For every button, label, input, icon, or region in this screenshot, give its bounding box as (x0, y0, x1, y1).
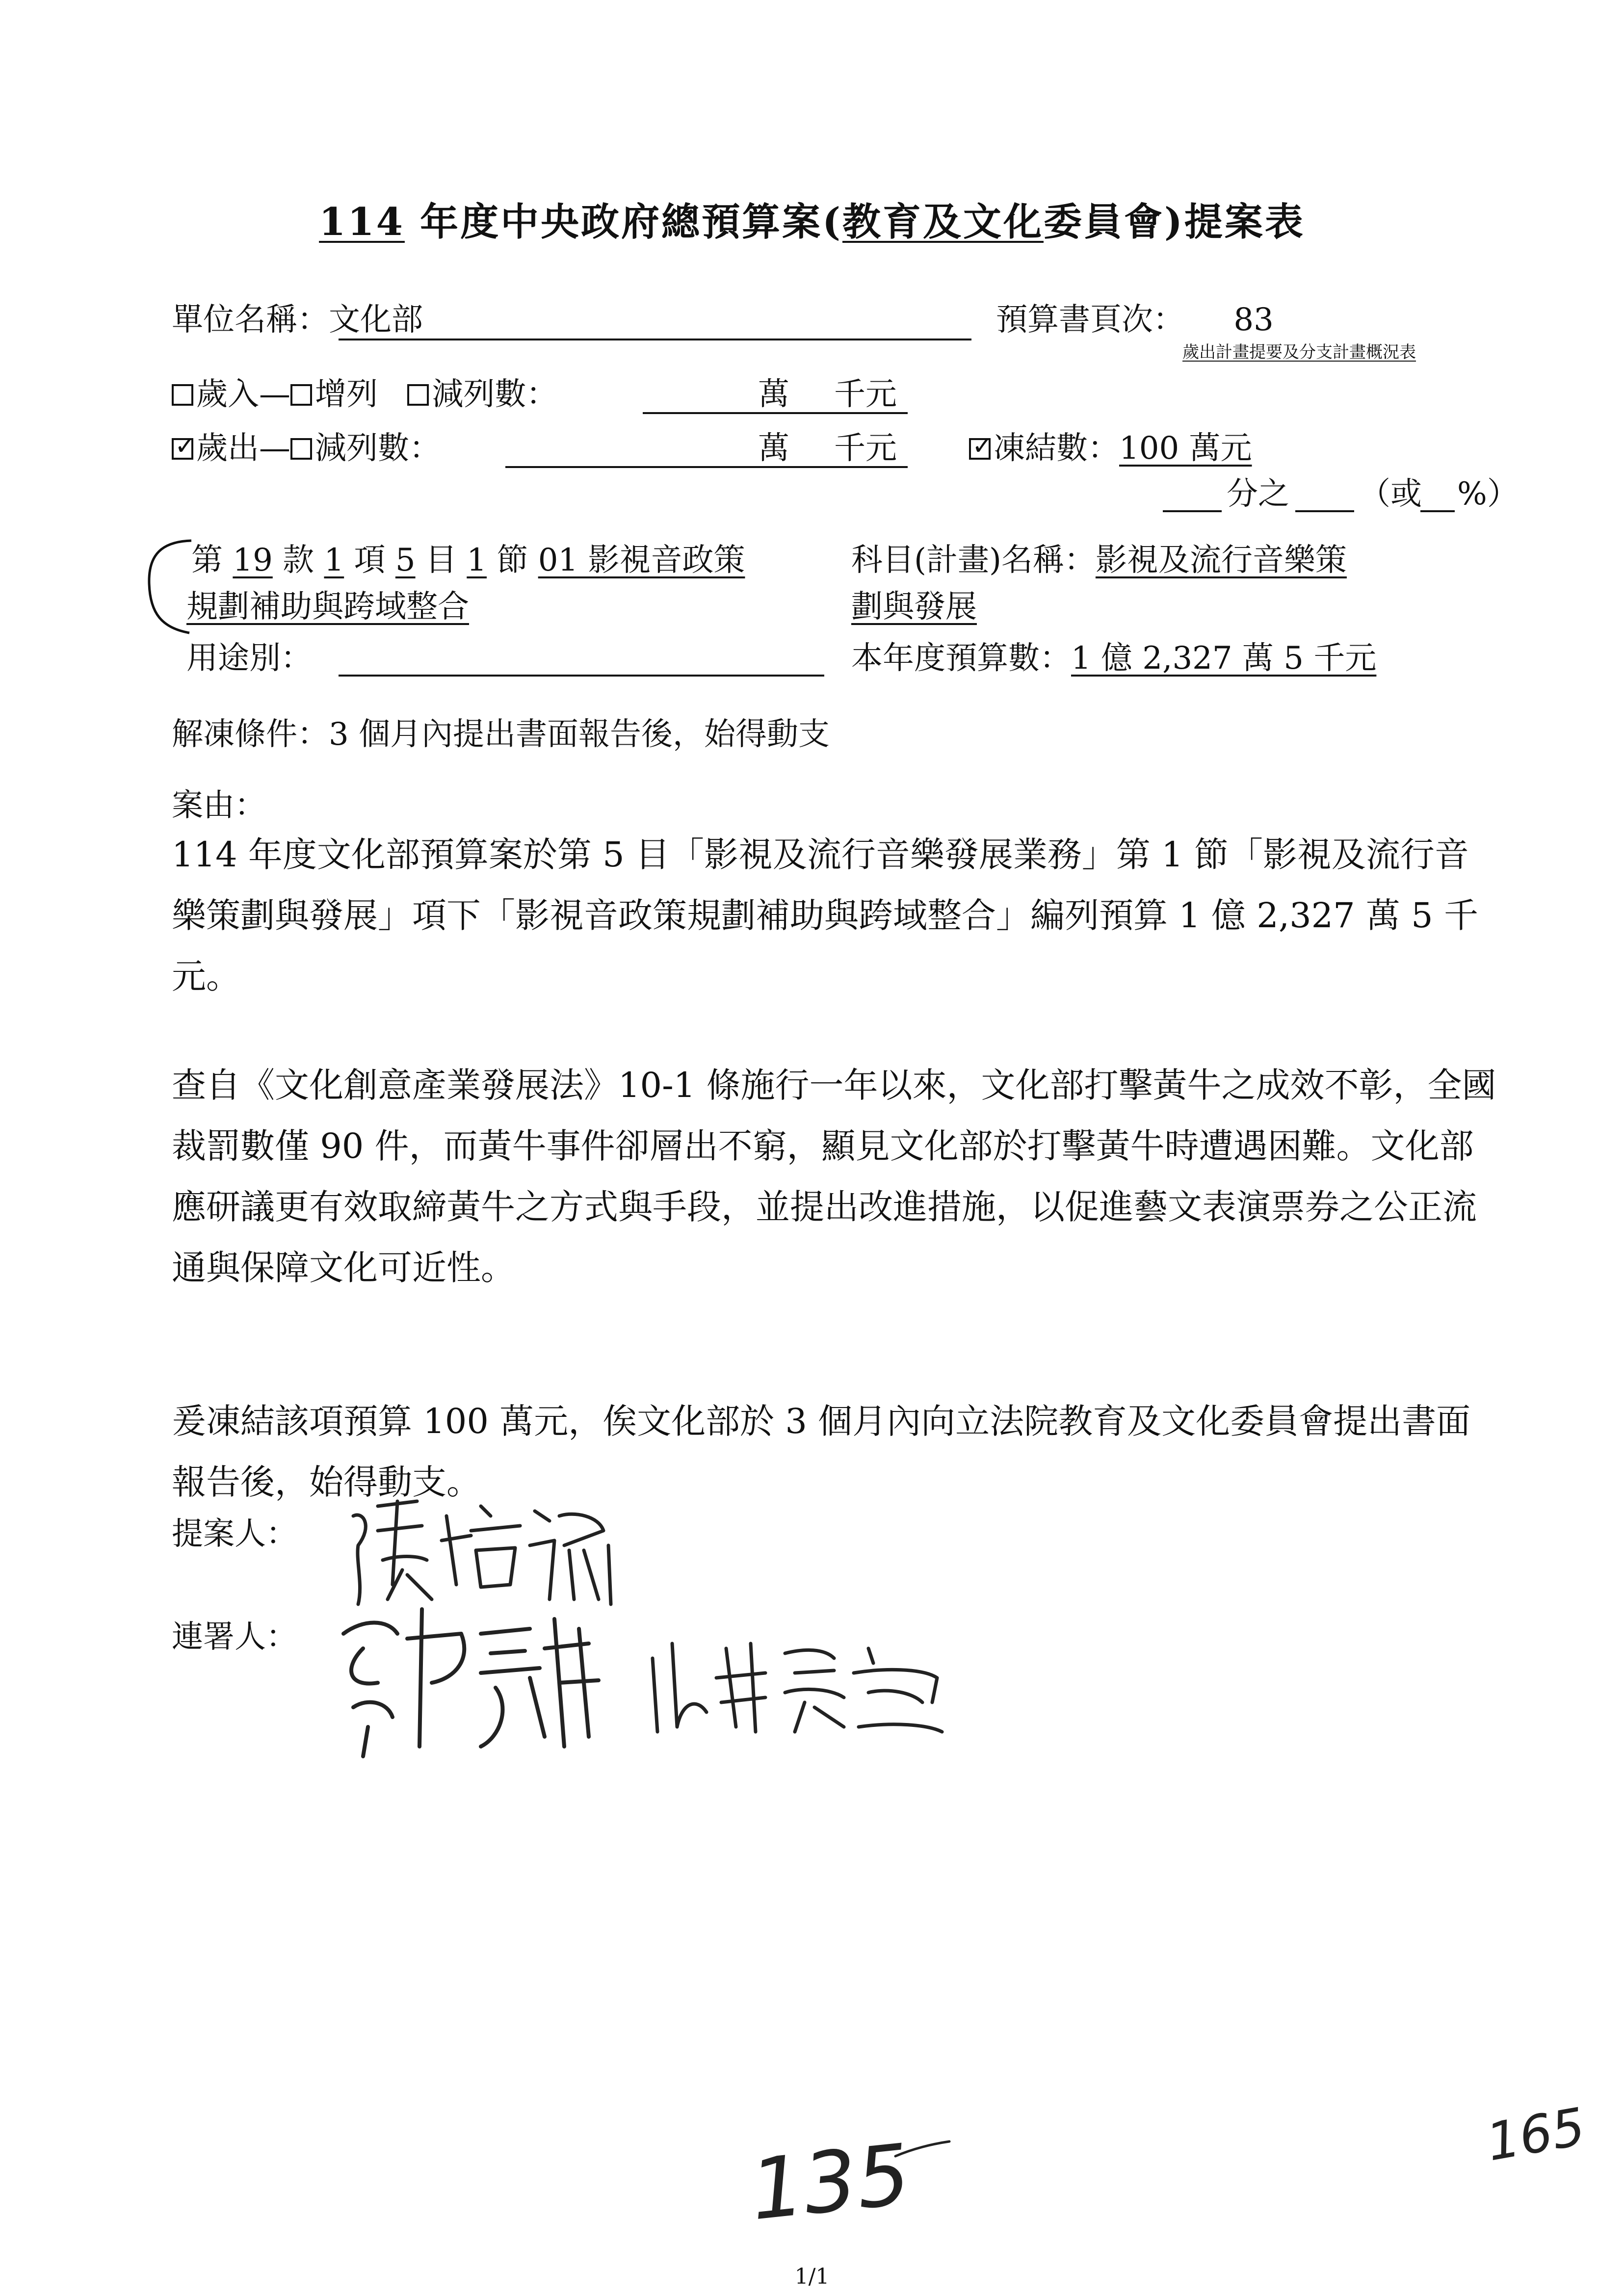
expense-wan: 萬 (758, 430, 789, 467)
fraction-blank-1 (1163, 510, 1222, 512)
form-title (0, 191, 1624, 246)
unit-field (172, 294, 423, 339)
budget-page-field (996, 294, 1274, 339)
fraction-fen: 分之 (1227, 476, 1289, 512)
revenue-reduce-checkbox (407, 384, 429, 406)
item-kuan-no: 19 (233, 542, 273, 578)
handwritten-stroke (893, 2139, 952, 2159)
fraction-pct: %） (1457, 476, 1519, 512)
item-di: 第 (191, 542, 233, 578)
cosigner-label: 連署人： (172, 1619, 297, 1655)
item-name-line2: 規劃補助與跨域整合 (186, 589, 469, 625)
freeze-checkbox-checked (969, 438, 991, 460)
item-jie: 節 (487, 542, 538, 578)
item-line-1 (191, 535, 745, 580)
revenue-prefix: 歲入— (196, 376, 290, 413)
annual-budget-label: 本年度預算數： (851, 640, 1071, 677)
proposer-label: 提案人： (172, 1516, 297, 1552)
item-mu: 目 (415, 542, 467, 578)
revenue-add-label: 增列 (315, 376, 378, 413)
expense-reduce-label: 減列數： (315, 430, 441, 467)
handwritten-page-number: 135 (746, 2126, 915, 2240)
reason-paragraph-2: 查自《文化創意產業發展法》10-1 條施行一年以來，文化部打擊黃牛之成效不彰，全國裁罰數僅 90 件，而黃牛事件卻層出不窮，顯見文化部於打擊黃牛時遭遇困難。文化部應研議更有效取締黃牛之方式與手段，並提出改進措施，以促進藝文表演票券之公正流通與保障文化可近性。 (172, 1065, 1496, 1288)
unfreeze-value: 3 個月內提出書面報告後，始得動支 (329, 716, 830, 753)
freeze-label: 凍結數： (994, 430, 1119, 467)
usage-underline (339, 675, 824, 677)
reason-paragraph-3: 爰凍結該項預算 100 萬元，俟文化部於 3 個月內向立法院教育及文化委員會提出書面報告後，始得動支。 (172, 1401, 1471, 1502)
subject-label: 科目(計畫)名稱： (851, 542, 1096, 578)
item-xiang: 項 (344, 542, 395, 578)
budget-page-value: 83 (1233, 302, 1274, 338)
title-year: 114 (319, 200, 405, 244)
handwritten-side-number: 165 (1482, 2096, 1590, 2173)
unfreeze-condition (172, 709, 830, 754)
expense-reduce-checkbox (290, 438, 312, 460)
subject-line2: 劃與發展 (851, 589, 977, 625)
cosigner-signature-2 (638, 1629, 952, 1742)
revenue-checkbox (172, 384, 193, 406)
revenue-reduce-label: 減列數： (432, 376, 558, 413)
item-kuan: 款 (272, 542, 324, 578)
budget-page-note: 歲出計畫提要及分支計畫概況表 (1182, 342, 1416, 362)
unit-underline (339, 339, 971, 340)
revenue-row (172, 369, 557, 414)
annual-budget-value: 1 億 2,327 萬 5 千元 (1071, 640, 1377, 677)
item-mu-no: 5 (395, 542, 416, 578)
expense-checkbox-checked (172, 438, 193, 460)
reason-label: 案由： (172, 787, 266, 824)
fraction-blank-2 (1295, 510, 1354, 512)
subject-line1: 影視及流行音樂策 (1095, 542, 1347, 578)
item-xiang-no: 1 (324, 542, 344, 578)
subject-line-1 (851, 535, 1347, 580)
unfreeze-label: 解凍條件： (172, 716, 329, 753)
unit-label: 單位名稱： (172, 302, 329, 338)
usage-label: 用途別： (186, 640, 312, 677)
reason-paragraph-1: 114 年度文化部預算案於第 5 目「影視及流行音樂發展業務」第 1 節「影視及流行音樂策劃與發展」項下「影視音政策規劃補助與跨域整合」編列預算 1 億 2,327 萬 5 千元。 (172, 835, 1478, 996)
unit-value: 文化部 (329, 302, 423, 338)
cosigner-signature-1 (334, 1599, 608, 1761)
proposer-signature (343, 1487, 618, 1614)
freeze-value: 100 萬元 (1119, 430, 1252, 467)
fraction-or: （或 (1359, 476, 1422, 512)
annual-budget-field (851, 633, 1376, 678)
revenue-qianyuan: 千元 (834, 376, 897, 413)
fraction-blank-3 (1420, 510, 1455, 512)
revenue-add-checkbox (290, 384, 312, 406)
expense-prefix: 歲出— (196, 430, 290, 467)
revenue-wan: 萬 (758, 376, 789, 413)
budget-page-label: 預算書頁次： (996, 302, 1184, 338)
title-committee: 教育及文化 (842, 200, 1044, 244)
freeze-field (969, 423, 1252, 468)
expense-row (172, 423, 441, 468)
title-text-b: 委員會)提案表 (1044, 200, 1305, 244)
footer-page-indicator: 1/1 (794, 2264, 830, 2289)
title-text-a: 年度中央政府總預算案( (404, 200, 842, 244)
item-jie-no: 1 (467, 542, 487, 578)
expense-qianyuan: 千元 (834, 430, 897, 467)
item-name-line1: 01 影視音政策 (538, 542, 745, 578)
